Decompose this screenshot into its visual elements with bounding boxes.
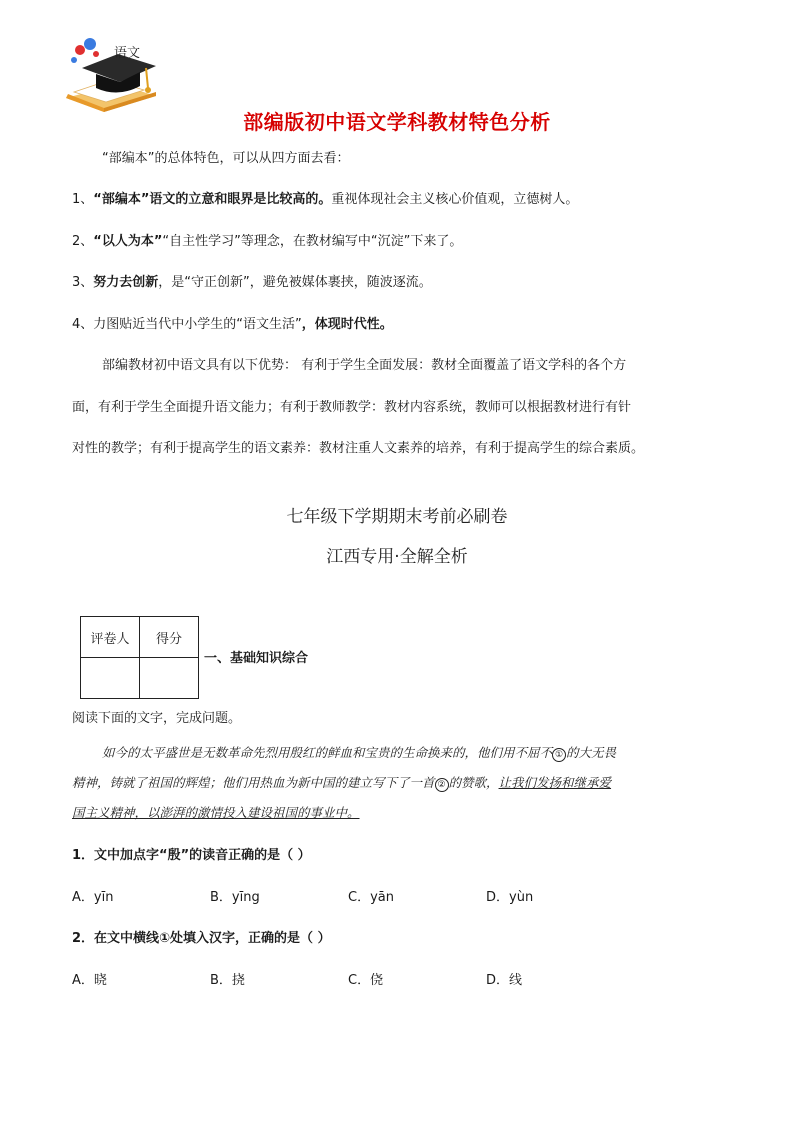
question-2-option-a[interactable]: A．晓 <box>72 973 107 988</box>
grade-header-score: 得分 <box>140 617 199 658</box>
point-bold: “部编本”语文的立意和眼界是比较高的。 <box>93 192 332 207</box>
page-title: 部编版初中语文学科教材特色分析 <box>243 110 551 134</box>
point-bold: 努力去创新 <box>93 275 159 290</box>
logo-label: 语文 <box>114 46 141 61</box>
grade-table <box>80 616 199 699</box>
point-number: 1、 <box>72 192 94 207</box>
advantages-line-1: 部编教材初中语文具有以下优势： 有利于学生全面发展：教材全面覆盖了语文学科的各个方 <box>102 358 627 373</box>
question-2-option-c[interactable]: C．侥 <box>348 973 384 988</box>
advantages-line-2: 面，有利于学生全面提升语文能力；有利于教师教学：教材内容系统，教师可以根据教材进行有针 <box>72 400 632 415</box>
point-text: 重视体现社会主义核心价值观，立德树人。 <box>331 192 579 207</box>
intro-point-2 <box>72 233 462 251</box>
question-1-option-c[interactable]: C．yān <box>348 890 394 905</box>
passage-line-1: 如今的太平盛世是无数革命先烈用殷红的鲜血和宝贵的生命换来的，他们用不屈不 ① 的大无畏 <box>102 745 617 760</box>
section-instruction: 阅读下面的文字，完成问题。 <box>72 711 242 726</box>
point-bold: “以人为本” <box>93 234 163 249</box>
point-number: 3、 <box>72 275 94 290</box>
intro-point-1 <box>72 191 578 209</box>
point-bold: ，体现时代性。 <box>301 317 393 332</box>
underlined-sentence: 让我们发扬和继承爱 <box>498 775 612 790</box>
exam-subtitle: 江西专用·全解全析 <box>326 547 468 567</box>
point-number: 2、 <box>72 234 94 249</box>
exam-title: 七年级下学期期末考前必刷卷 <box>286 507 508 527</box>
intro-point-4 <box>72 316 393 334</box>
passage-line-2: 精神，铸就了祖国的辉煌；他们用热血为新中国的建立写下了一首 ② 的赞歌，让我们发扬和继承爱 <box>72 775 612 790</box>
passage-line-3: 国主义精神，以澎湃的激情投入建设祖国的事业中。 <box>72 805 360 820</box>
question-2-option-b[interactable]: B．挠 <box>210 973 245 988</box>
blank-marker-2: ② <box>435 778 449 792</box>
advantages-line-3: 对性的教学；有利于提高学生的语文素养：教材注重人文素养的培养，有利于提高学生的综合素质。 <box>72 441 645 456</box>
section-heading: 一、基础知识综合 <box>204 651 309 666</box>
intro-lead: “部编本”的总体特色，可以从四方面去看： <box>102 151 350 166</box>
grade-cell-score <box>140 658 199 699</box>
point-text: 力图贴近当代中小学生的“语文生活” <box>93 317 302 332</box>
question-1-option-b[interactable]: B．yīng <box>210 890 260 905</box>
point-text: ，是“守正创新”，避免被媒体裹挟，随波逐流。 <box>158 275 432 290</box>
question-2-stem: 2．在文中横线①处填入汉字，正确的是（ ） <box>72 931 331 946</box>
blank-marker-1: ① <box>552 748 566 762</box>
question-2-option-d[interactable]: D．线 <box>486 973 523 988</box>
intro-point-3 <box>72 274 432 292</box>
question-1-option-d[interactable]: D．yùn <box>486 890 534 905</box>
grade-cell-grader <box>81 658 140 699</box>
point-text: “自主性学习”等理念，在教材编写中“沉淀”下来了。 <box>162 234 463 249</box>
grade-header-grader: 评卷人 <box>81 617 140 658</box>
question-1-stem: 1．文中加点字“殷”的读音正确的是（ ） <box>72 848 311 863</box>
question-1-option-a[interactable]: A．yīn <box>72 890 114 905</box>
point-number: 4、 <box>72 317 94 332</box>
